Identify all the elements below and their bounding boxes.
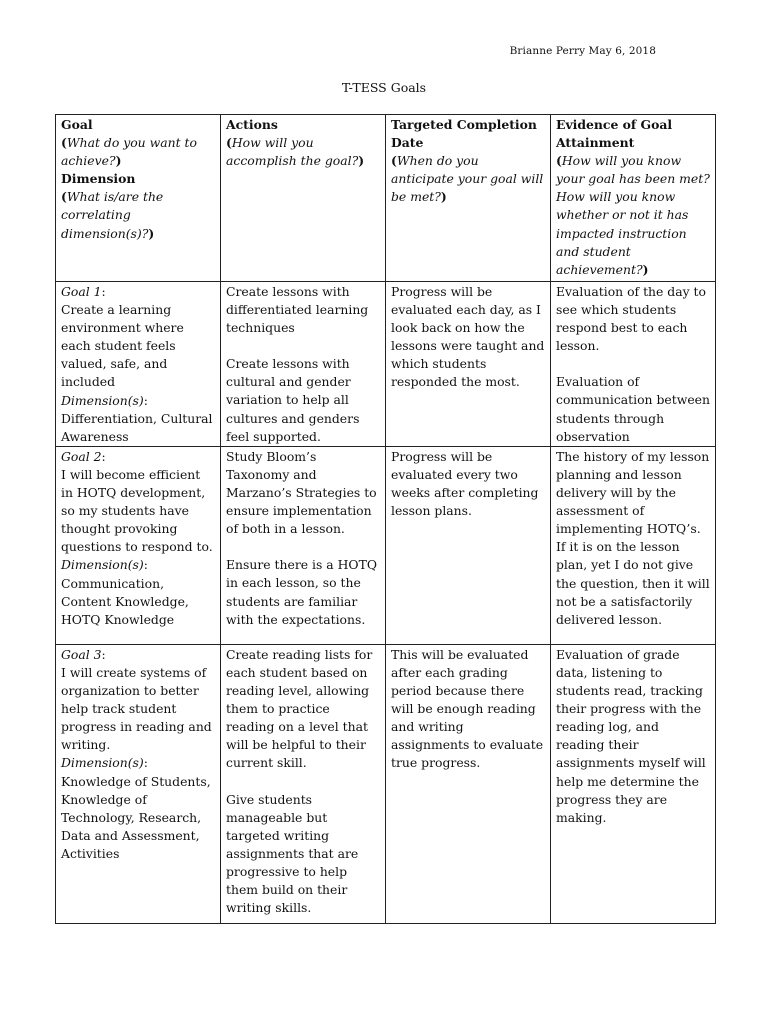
header-goal-question: What do you want to achieve? bbox=[61, 135, 197, 169]
goal-cell bbox=[56, 282, 221, 447]
dimension-label: Dimension(s) bbox=[61, 557, 144, 573]
actions-cell bbox=[221, 282, 386, 447]
dimension-text: Communication, Content Knowledge, HOTQ Knowledge bbox=[61, 575, 189, 627]
header-evidence-cell bbox=[551, 115, 716, 282]
dimension-text: Differentiation, Cultural Awareness bbox=[61, 410, 213, 444]
action-item: Give students manageable but targeted writing assignments that are progressive to help them build on their writing skills. bbox=[226, 791, 359, 916]
completion-cell: Progress will be evaluated each day, as I look back on how the lessons were taught and which students responded the most. bbox=[386, 282, 551, 447]
dimension-label: Dimension(s) bbox=[61, 755, 144, 771]
goal-label: Goal 1 bbox=[61, 284, 102, 299]
header-completion-cell bbox=[386, 115, 551, 282]
header-goal: Goal bbox=[61, 117, 93, 132]
goal-label-colon: : bbox=[101, 646, 106, 662]
goal-cell bbox=[56, 644, 221, 923]
header-actions-paren-close: ) bbox=[358, 153, 365, 169]
evidence-cell bbox=[551, 282, 716, 447]
header-dimension: Dimension bbox=[61, 171, 136, 187]
header-completion-paren-open: ( bbox=[391, 153, 397, 169]
header-completion-paren-close: ) bbox=[440, 189, 447, 205]
header-dimension-question: What is/are the correlating dimension(s)? bbox=[61, 189, 164, 241]
header-goal-paren-open: ( bbox=[61, 135, 67, 151]
actions-cell bbox=[221, 446, 386, 644]
header-goal-paren-close: ) bbox=[115, 153, 122, 169]
dimension-label-colon: : bbox=[143, 557, 148, 573]
table-header-row bbox=[56, 115, 716, 282]
goal-label: Goal 2 bbox=[61, 448, 102, 464]
goal-label: Goal 3 bbox=[61, 646, 102, 662]
header-goal-cell bbox=[56, 115, 221, 282]
header-completion: Targeted Completion Date bbox=[391, 117, 537, 151]
goal-label-colon: : bbox=[101, 448, 106, 464]
goal-text: I will create systems of organization to better help track student progress in reading and writing. bbox=[61, 664, 212, 753]
header-evidence-paren-open: ( bbox=[556, 153, 562, 169]
header-evidence-question: How will you know your goal has been met? How will you know whether or not it has impacted instruction and student achievement? bbox=[556, 153, 710, 277]
author-date-line: Brianne Perry May 6, 2018 bbox=[509, 45, 656, 57]
header-dimension-paren-open: ( bbox=[61, 189, 67, 205]
evidence-item: Evaluation of communication between students through observation bbox=[556, 374, 710, 444]
action-item: Study Bloom’s Taxonomy and Marzano’s Strategies to ensure implementation of both in a lesson. bbox=[226, 448, 377, 537]
header-evidence-paren-close: ) bbox=[642, 261, 649, 277]
goal-label-colon: : bbox=[101, 284, 106, 299]
actions-cell bbox=[221, 644, 386, 923]
evidence-item: Evaluation of grade data, listening to students read, tracking their progress with the reading log, and reading their assignments myself will help me determine the progress they are making. bbox=[556, 646, 706, 825]
action-item: Create reading lists for each student based on reading level, allowing them to practice reading on a level that will be helpful to their current skill. bbox=[226, 646, 373, 771]
completion-cell: This will be evaluated after each grading period because there will be enough reading and writing assignments to evaluate true progress. bbox=[386, 644, 551, 923]
goal-text: Create a learning environment where each student feels valued, safe, and included bbox=[61, 302, 184, 390]
evidence-item: Evaluation of the day to see which students respond best to each lesson. bbox=[556, 284, 706, 354]
action-item: Create lessons with cultural and gender variation to help all cultures and genders feel supported. bbox=[226, 356, 360, 444]
goal-cell bbox=[56, 446, 221, 644]
action-item: Ensure there is a HOTQ in each lesson, so the students are familiar with the expectations. bbox=[226, 557, 378, 627]
evidence-item: The history of my lesson planning and lesson delivery will by the assessment of implementing HOTQ’s. If it is on the lesson plan, yet I do not give the question, then it will not be a satisfactorily delivered lesson. bbox=[556, 448, 710, 627]
evidence-cell bbox=[551, 446, 716, 644]
dimension-label: Dimension(s) bbox=[61, 392, 144, 408]
table-row bbox=[56, 446, 716, 644]
document-title: T-TESS Goals bbox=[341, 80, 427, 95]
dimension-label-colon: : bbox=[143, 392, 148, 408]
header-actions-question: How will you accomplish the goal? bbox=[226, 135, 359, 169]
table-row bbox=[56, 644, 716, 923]
dimension-label-colon: : bbox=[143, 755, 148, 771]
header-actions-cell bbox=[221, 115, 386, 282]
table-row bbox=[56, 282, 716, 447]
goals-table bbox=[55, 114, 716, 924]
header-actions: Actions bbox=[226, 117, 278, 132]
header-actions-paren-open: ( bbox=[226, 135, 232, 151]
evidence-cell bbox=[551, 644, 716, 923]
action-item: Create lessons with differentiated learning techniques bbox=[226, 284, 369, 336]
dimension-text: Knowledge of Students, Knowledge of Technology, Research, Data and Assessment, Activities bbox=[61, 773, 211, 861]
completion-cell: Progress will be evaluated every two weeks after completing lesson plans. bbox=[386, 446, 551, 644]
header-dimension-paren-close: ) bbox=[148, 225, 155, 241]
goal-text: I will become efficient in HOTQ development, so my students have thought provoking questions to respond to. bbox=[61, 466, 213, 555]
header-evidence: Evidence of Goal Attainment bbox=[556, 117, 673, 151]
header-completion-question: When do you anticipate your goal will be met? bbox=[391, 153, 544, 205]
